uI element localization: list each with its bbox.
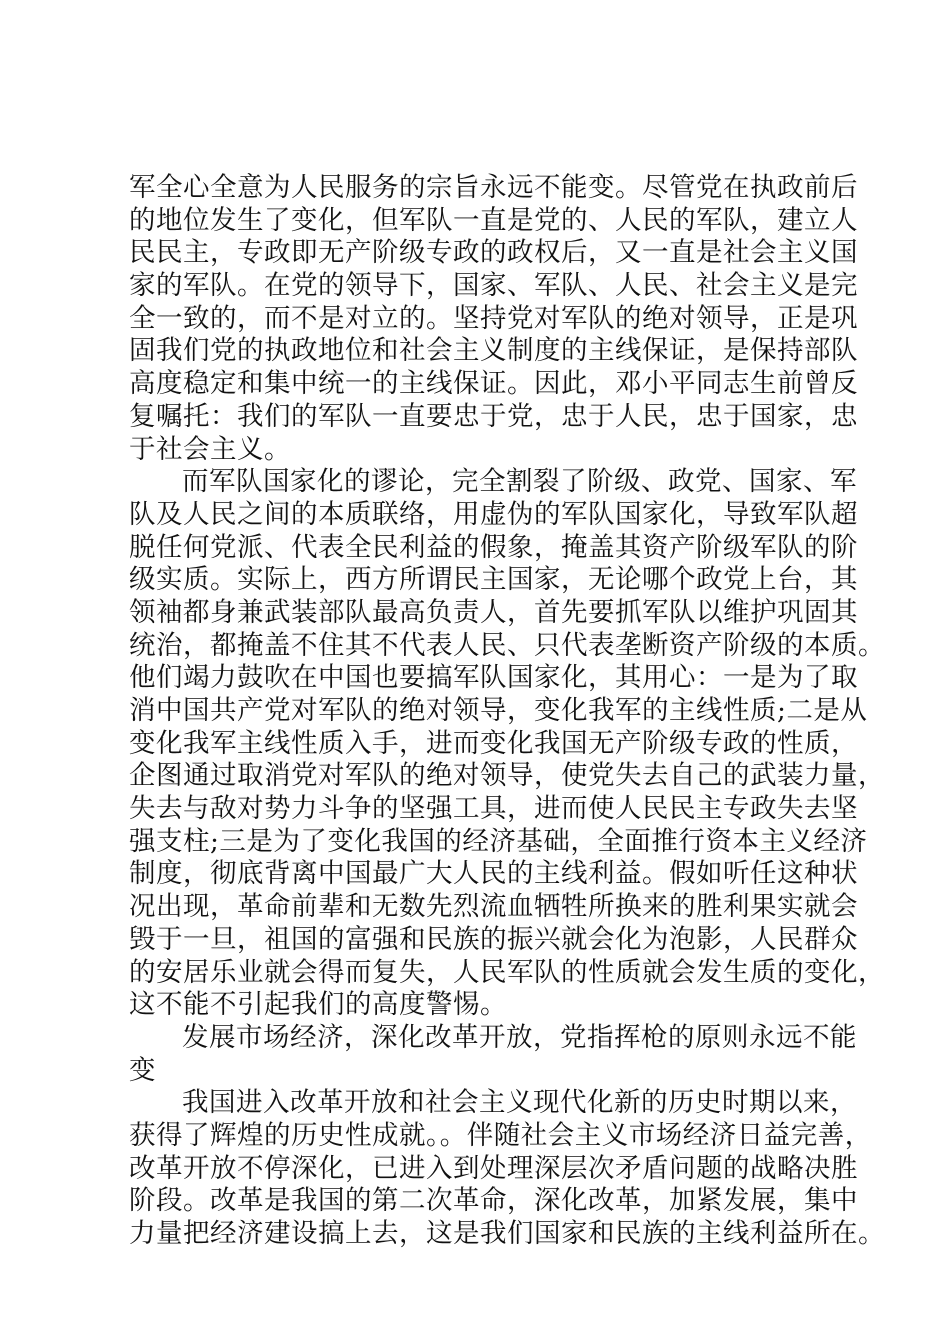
text-line: 强支柱;三是为了变化我国的经济基础，全面推行资本主义经济 bbox=[129, 825, 868, 857]
text-line: 脱任何党派、代表全民利益的假象，掩盖其资产阶级军队的阶 bbox=[129, 531, 858, 563]
text-line: 复嘱托：我们的军队一直要忠于党，忠于人民，忠于国家，忠 bbox=[129, 400, 858, 432]
text-line: 变化我军主线性质入手，进而变化我国无产阶级专政的性质， bbox=[129, 727, 858, 759]
text-line: 于社会主义。 bbox=[129, 433, 291, 465]
section-heading-line: 发展市场经济，深化改革开放，党指挥枪的原则永远不能 bbox=[182, 1021, 857, 1053]
text-line: 家的军队。在党的领导下，国家、军队、人民、社会主义是完 bbox=[129, 270, 858, 302]
text-line: 消中国共产党对军队的绝对领导，变化我军的主线性质;二是从 bbox=[129, 695, 868, 726]
paragraph-first-line: 而军队国家化的谬论，完全割裂了阶级、政党、国家、军 bbox=[182, 466, 857, 498]
section-heading-line: 变 bbox=[129, 1054, 156, 1086]
text-line: 力量把经济建设搞上去，这是我们国家和民族的主线利益所在。 bbox=[129, 1218, 885, 1249]
text-line: 获得了辉煌的历史性成就。。伴随社会主义市场经济日益完善， bbox=[129, 1119, 872, 1151]
text-line: 军全心全意为人民服务的宗旨永远不能变。尽管党在执政前后 bbox=[129, 172, 858, 203]
text-line: 改革开放不停深化，已进入到处理深层次矛盾问题的战略决胜 bbox=[129, 1152, 858, 1184]
paragraph-first-line: 我国进入改革开放和社会主义现代化新的历史时期以来， bbox=[182, 1087, 857, 1119]
document-body bbox=[129, 172, 885, 1251]
text-line: 统治，都掩盖不住其不代表人民、只代表垄断资产阶级的本质。 bbox=[129, 629, 885, 661]
text-line: 民民主，专政即无产阶级专政的政权后，又一直是社会主义国 bbox=[129, 237, 858, 269]
text-line: 阶段。改革是我国的第二次革命，深化改革，加紧发展，集中 bbox=[129, 1185, 858, 1217]
text-line: 这不能不引起我们的高度警惕。 bbox=[129, 989, 507, 1021]
text-line: 企图通过取消党对军队的绝对领导，使党失去自己的武装力量， bbox=[129, 760, 885, 792]
text-line: 队及人民之间的本质联络，用虚伪的军队国家化，导致军队超 bbox=[129, 498, 858, 530]
text-line: 的地位发生了变化，但军队一直是党的、人民的军队，建立人 bbox=[129, 204, 858, 236]
text-line: 全一致的，而不是对立的。坚持党对军队的绝对领导，正是巩 bbox=[129, 302, 858, 334]
text-line: 领袖都身兼武装部队最高负责人，首先要抓军队以维护巩固其 bbox=[129, 596, 858, 628]
text-line: 的安居乐业就会得而复失，人民军队的性质就会发生质的变化， bbox=[129, 956, 885, 988]
text-line: 他们竭力鼓吹在中国也要搞军队国家化，其用心：一是为了取 bbox=[129, 662, 858, 694]
text-line: 制度，彻底背离中国最广大人民的主线利益。假如听任这种状 bbox=[129, 858, 858, 890]
text-line: 失去与敌对势力斗争的坚强工具，进而使人民民主专政失去坚 bbox=[129, 793, 858, 825]
text-line: 毁于一旦，祖国的富强和民族的振兴就会化为泡影，人民群众 bbox=[129, 923, 858, 955]
text-line: 高度稳定和集中统一的主线保证。因此，邓小平同志生前曾反 bbox=[129, 368, 858, 400]
text-line: 固我们党的执政地位和社会主义制度的主线保证，是保持部队 bbox=[129, 335, 858, 367]
text-line: 况出现，革命前辈和无数先烈流血牺牲所换来的胜利果实就会 bbox=[129, 891, 858, 923]
text-line: 级实质。实际上，西方所谓民主国家，无论哪个政党上台，其 bbox=[129, 564, 858, 596]
